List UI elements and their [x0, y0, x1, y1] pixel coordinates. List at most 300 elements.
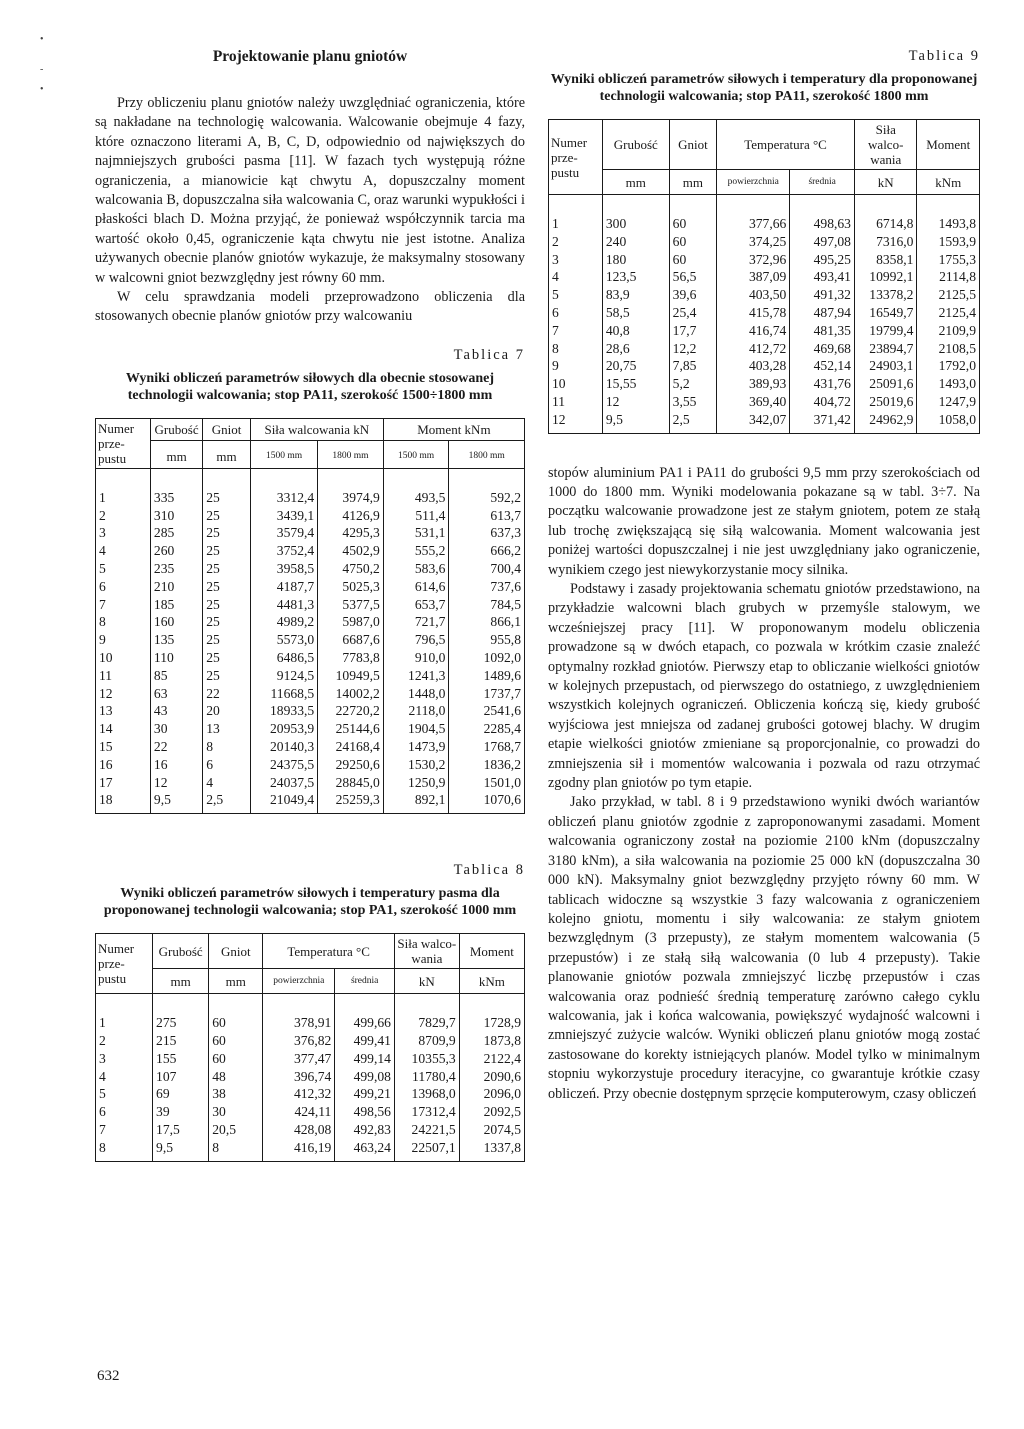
col-header-numer: Numer prze-pustu — [96, 934, 153, 994]
table-cell: 499,66 — [335, 994, 395, 1032]
unit-header: mm — [669, 170, 716, 195]
table-cell: 1904,5 — [383, 720, 449, 738]
table-cell: 653,7 — [383, 596, 449, 614]
table-cell: 9 — [96, 631, 151, 649]
table-cell: 376,82 — [263, 1032, 335, 1050]
table-cell: 7,85 — [669, 357, 716, 375]
table-7 — [95, 418, 525, 814]
table-cell: 25 — [203, 560, 251, 578]
table-cell: 3312,4 — [250, 468, 317, 506]
table-cell: 452,14 — [790, 357, 855, 375]
table-cell: 12,2 — [669, 340, 716, 358]
table-cell: 8709,9 — [394, 1032, 459, 1050]
unit-header: kNm — [459, 969, 524, 994]
table-cell: 16549,7 — [854, 304, 916, 322]
table-cell: 511,4 — [383, 507, 449, 525]
table-cell: 499,14 — [335, 1050, 395, 1068]
unit-header: 1800 mm — [318, 441, 384, 469]
table-cell: 24168,4 — [318, 738, 384, 756]
unit-header: kN — [394, 969, 459, 994]
table-cell: 1250,9 — [383, 774, 449, 792]
table-cell: 18933,5 — [250, 702, 317, 720]
table-row — [96, 468, 525, 506]
table-cell: 260 — [150, 542, 202, 560]
table-cell: 60 — [669, 251, 716, 269]
table-cell: 40,8 — [602, 322, 669, 340]
table-cell: 135 — [150, 631, 202, 649]
table-cell: 6714,8 — [854, 195, 916, 233]
table-cell: 7783,8 — [318, 649, 384, 667]
col-header-grubosc: Grubość — [602, 120, 669, 170]
table-cell: 5 — [96, 560, 151, 578]
table-row — [549, 268, 980, 286]
table-cell: 2074,5 — [459, 1121, 524, 1139]
table-cell: 48 — [209, 1068, 263, 1086]
table-cell: 497,08 — [790, 233, 855, 251]
table-cell: 3752,4 — [250, 542, 317, 560]
table-cell: 310 — [150, 507, 202, 525]
table-cell: 43 — [150, 702, 202, 720]
paragraph: W celu sprawdzania modeli przeprowadzono obliczenia dla stosowanych obecnie planów gniotów przy walcowaniu — [95, 289, 525, 325]
table-cell: 63 — [150, 685, 202, 703]
table-cell: 377,66 — [717, 195, 790, 233]
table-cell: 16 — [96, 756, 151, 774]
table-cell: 180 — [602, 251, 669, 269]
table-cell: 4481,3 — [250, 596, 317, 614]
table-cell: 7 — [96, 596, 151, 614]
table-cell: 10949,5 — [318, 667, 384, 685]
table-cell: 25 — [203, 649, 251, 667]
table-caption: Wyniki obliczeń parametrów siłowych i temperatury pasma dla proponowanej technologii walcowania; stop PA1, szerokość 1000 mm — [103, 886, 517, 919]
table-cell: 110 — [150, 649, 202, 667]
table-cell: 1530,2 — [383, 756, 449, 774]
table-cell: 493,5 — [383, 468, 449, 506]
table-cell: 85 — [150, 667, 202, 685]
table-row — [96, 994, 525, 1032]
table-cell: 12 — [96, 685, 151, 703]
table-cell: 492,83 — [335, 1121, 395, 1139]
table-cell: 335 — [150, 468, 202, 506]
table-cell: 5 — [549, 286, 603, 304]
table-label: Tablica 8 — [453, 862, 525, 879]
table-cell: 1737,7 — [449, 685, 525, 703]
table-cell: 14 — [96, 720, 151, 738]
table-cell: 275 — [153, 994, 209, 1032]
page-heading: Projektowanie planu gniotów — [212, 48, 408, 65]
table-cell: 4750,2 — [318, 560, 384, 578]
table-label: Tablica 7 — [453, 346, 525, 363]
unit-header: powierzchnia — [263, 969, 335, 994]
table-cell: 24903,1 — [854, 357, 916, 375]
table-cell: 1755,3 — [917, 251, 980, 269]
unit-header: mm — [150, 441, 202, 469]
paragraph: Jako przykład, w tabl. 8 i 9 przedstawiono wyniki dwóch wariantów obliczeń planu gniotów zgodnie z zaproponowanymi zasadami. Moment walcowania ograniczony został na poziomie 2100 kNm (dopuszczalny 3180 kNm), a siła walcowania na poziomie 25 000 kN (dopuszczalna 30 000 kN). Maksymalny gniot bezwzględny przyjęto równy 60 mm. W tablicach widoczne są wszystkie 3 fazy walcowania z ograniczeniem kolejno gniotu, momentu i siły walcowania: ze stałym gniotem bezwzględnym (3 przepusty), ze stałym momentem walcowania (5 przepustów) i ze stałą siłą walcowania (0 lub 4 przepusty). Takie planowanie gniotów pozwala zmniejszyć liczbę przepustów i czas walcowania oraz podnieść średnią temperaturę zarówno całego cyklu walcowania, jak i końca walcowania, powiększyć wydajność walcowni i zmniejszyć zużycie walców. Wyniki obliczeń planu gniotów mogą zostać zastosowane do korekty istniejących planów. Model tylko w minimalnym stopniu wykorzystuje procedury iteracyjne, co gwarantuje krótkie czasy obliczeń. Przy obecnie dostępnym sprzęcie komputerowym, czasy obliczeń — [548, 794, 980, 1102]
table-cell: 60 — [669, 195, 716, 233]
table-cell: 5,2 — [669, 375, 716, 393]
table-cell: 11780,4 — [394, 1068, 459, 1086]
table-cell: 6 — [96, 578, 151, 596]
table-cell: 20953,9 — [250, 720, 317, 738]
table-cell: 3579,4 — [250, 524, 317, 542]
table-cell: 1501,0 — [449, 774, 525, 792]
unit-header: mm — [153, 969, 209, 994]
table-cell: 1768,7 — [449, 738, 525, 756]
table-cell: 531,1 — [383, 524, 449, 542]
table-row — [96, 1050, 525, 1068]
table-cell: 25 — [203, 667, 251, 685]
table-cell: 4295,3 — [318, 524, 384, 542]
table-cell: 25 — [203, 542, 251, 560]
table-cell: 16 — [150, 756, 202, 774]
table-cell: 8358,1 — [854, 251, 916, 269]
col-header-moment: Moment — [459, 934, 524, 969]
col-header-gniot: Gniot — [203, 418, 251, 440]
unit-header: mm — [602, 170, 669, 195]
table-cell: 17,5 — [153, 1121, 209, 1139]
table-cell: 25 — [203, 468, 251, 506]
unit-header: 1800 mm — [449, 441, 525, 469]
table-row — [549, 393, 980, 411]
table-cell: 210 — [150, 578, 202, 596]
table-cell: 25 — [203, 578, 251, 596]
table-cell: 24375,5 — [250, 756, 317, 774]
table-cell: 17312,4 — [394, 1103, 459, 1121]
table-body — [96, 468, 525, 813]
table-cell: 24962,9 — [854, 411, 916, 433]
scan-mark: - — [40, 64, 44, 75]
table-cell: 431,76 — [790, 375, 855, 393]
table-cell: 29250,6 — [318, 756, 384, 774]
table-cell: 403,28 — [717, 357, 790, 375]
table-cell: 5987,0 — [318, 613, 384, 631]
table-cell: 2541,6 — [449, 702, 525, 720]
table-cell: 25,4 — [669, 304, 716, 322]
table-row — [549, 411, 980, 433]
table-cell: 592,2 — [449, 468, 525, 506]
table-cell: 3,55 — [669, 393, 716, 411]
table-cell: 495,25 — [790, 251, 855, 269]
table-row — [96, 756, 525, 774]
table-cell: 4502,9 — [318, 542, 384, 560]
table-cell: 215 — [153, 1032, 209, 1050]
table-cell: 60 — [209, 994, 263, 1032]
table-cell: 13 — [203, 720, 251, 738]
table-cell: 666,2 — [449, 542, 525, 560]
table-cell: 2285,4 — [449, 720, 525, 738]
table-row — [96, 631, 525, 649]
table-cell: 3439,1 — [250, 507, 317, 525]
table-cell: 9,5 — [602, 411, 669, 433]
col-header-grubosc: Grubość — [153, 934, 209, 969]
scan-mark: • — [40, 84, 44, 95]
table-cell: 4 — [203, 774, 251, 792]
table-row — [96, 596, 525, 614]
table-cell: 3 — [96, 524, 151, 542]
table-cell: 7829,7 — [394, 994, 459, 1032]
table-cell: 60 — [209, 1050, 263, 1068]
table-cell: 18 — [96, 791, 151, 813]
table-cell: 342,07 — [717, 411, 790, 433]
table-cell: 737,6 — [449, 578, 525, 596]
table-cell: 58,5 — [602, 304, 669, 322]
table-cell: 9124,5 — [250, 667, 317, 685]
table-cell: 11 — [549, 393, 603, 411]
table-cell: 7 — [96, 1121, 153, 1139]
table-cell: 372,96 — [717, 251, 790, 269]
table-cell: 25259,3 — [318, 791, 384, 813]
unit-header: średnia — [335, 969, 395, 994]
table-cell: 25 — [203, 524, 251, 542]
table-cell: 910,0 — [383, 649, 449, 667]
table-row — [96, 613, 525, 631]
table-cell: 487,94 — [790, 304, 855, 322]
table-row — [549, 357, 980, 375]
table-cell: 1 — [96, 994, 153, 1032]
table-cell: 9,5 — [153, 1139, 209, 1161]
table-cell: 7 — [549, 322, 603, 340]
table-cell: 7316,0 — [854, 233, 916, 251]
table-cell: 3 — [96, 1050, 153, 1068]
col-header-numer: Numer prze-pustu — [549, 120, 603, 195]
table-cell: 25 — [203, 613, 251, 631]
table-cell: 21049,4 — [250, 791, 317, 813]
table-cell: 30 — [150, 720, 202, 738]
table-cell: 25 — [203, 631, 251, 649]
table-cell: 416,19 — [263, 1139, 335, 1161]
table-caption: Wyniki obliczeń parametrów siłowych i temperatury dla proponowanej technologii walcowania; stop PA11, szerokość 1800 mm — [550, 72, 978, 104]
col-header-sila: Siła walco-wania — [854, 120, 916, 170]
table-cell: 721,7 — [383, 613, 449, 631]
table-cell: 8 — [549, 340, 603, 358]
paragraph: Przy obliczeniu planu gniotów należy uwzględniać ograniczenia, które są nakładane na technologię walcowania. Walcowanie obejmuje 4 fazy, które oznaczono literami A, B, C, D, odpowiednio od największych do najmniejszych grubości pasma [11]. W fazach tych występują różne ograniczenia, a mianowicie kąt chwytu A, dopuszczalny moment walcowania B, dopuszczalna siła walcowania C, oraz warunki wypukłości i płaskości blach D. Można przyjąć, że ponieważ współczynnik tarcia ma wartość około 0,45, ograniczenie kąta chwytu nie jest istotne. Analiza używanych obecnie planów gniotów wykazuje, że maksymalny stosowany w walcowni gniot bezwzględny jest równy 60 mm. — [95, 95, 525, 286]
table-cell: 412,72 — [717, 340, 790, 358]
table-cell: 796,5 — [383, 631, 449, 649]
table-row — [96, 1103, 525, 1121]
table-body — [549, 195, 980, 434]
unit-header: powierzchnia — [717, 170, 790, 195]
table-cell: 416,74 — [717, 322, 790, 340]
table-cell: 5 — [96, 1085, 153, 1103]
table-row — [549, 233, 980, 251]
table-cell: 235 — [150, 560, 202, 578]
table-cell: 10992,1 — [854, 268, 916, 286]
table-cell: 39 — [153, 1103, 209, 1121]
table-cell: 378,91 — [263, 994, 335, 1032]
table-cell: 583,6 — [383, 560, 449, 578]
table-cell: 2 — [549, 233, 603, 251]
table-cell: 22 — [150, 738, 202, 756]
page-number: 632 — [97, 1368, 120, 1384]
table-cell: 25091,6 — [854, 375, 916, 393]
table-cell: 14002,2 — [318, 685, 384, 703]
table-cell: 892,1 — [383, 791, 449, 813]
table-cell: 8 — [203, 738, 251, 756]
table-cell: 415,78 — [717, 304, 790, 322]
table-caption: Wyniki obliczeń parametrów siłowych dla obecnie stosowanej technologii walcowania; stop PA11, szerokość 1500÷1800 mm — [125, 370, 495, 403]
table-cell: 469,68 — [790, 340, 855, 358]
table-row — [96, 738, 525, 756]
table-cell: 25019,6 — [854, 393, 916, 411]
table-cell: 1058,0 — [917, 411, 980, 433]
table-row — [96, 542, 525, 560]
table-cell: 28,6 — [602, 340, 669, 358]
table-cell: 2,5 — [203, 791, 251, 813]
table-cell: 38 — [209, 1085, 263, 1103]
table-cell: 3974,9 — [318, 468, 384, 506]
table-row — [96, 685, 525, 703]
table-cell: 107 — [153, 1068, 209, 1086]
paragraph: Podstawy i zasady projektowania schematu gniotów przedstawiono, na przykładzie walcowni blach grubych w przemyśle stalowym, we wcześniejszej pracy [11]. W proponowanym modelu obliczenia prowadzone są w dwóch etapach, co pozwala w krótkim czasie znaleźć optymalny rozkład gniotów. Pierwszy etap to obliczanie wielkości gniotów w kolejnych przepustach, od pierwszego do ostatniego, z uwzględnieniem wszystkich kolejnych ograniczeń. Obliczenia kończą się, kiedy grubość wyjściowa jest mniejsza od zadanej grubości gotowej blachy. W drugim etapie wielkości gniotów zmieniane są proporcjonalnie, co prowadzi do zmniejszenia sił i momentów walcowania i pozwala od razu otrzymać zgodny plan gniotów po tym etapie. — [548, 581, 980, 792]
table-cell: 9,5 — [150, 791, 202, 813]
table-row — [549, 195, 980, 233]
table-cell: 185 — [150, 596, 202, 614]
table-row — [96, 667, 525, 685]
table-cell: 11668,5 — [250, 685, 317, 703]
left-column — [95, 48, 525, 1162]
table-cell: 6486,5 — [250, 649, 317, 667]
table-cell: 1092,0 — [449, 649, 525, 667]
table-cell: 12 — [150, 774, 202, 792]
table-row — [96, 1068, 525, 1086]
table-label: Tablica 9 — [908, 48, 980, 64]
col-header-sila: Siła walcowania kN — [250, 418, 383, 440]
table-row — [549, 286, 980, 304]
table-cell: 4187,7 — [250, 578, 317, 596]
col-header-grubosc: Grubość — [150, 418, 202, 440]
table-cell: 12 — [549, 411, 603, 433]
table-cell: 412,32 — [263, 1085, 335, 1103]
table-cell: 1070,6 — [449, 791, 525, 813]
table-cell: 5025,3 — [318, 578, 384, 596]
table-cell: 424,11 — [263, 1103, 335, 1121]
col-header-moment: Moment — [917, 120, 980, 170]
table-cell: 19799,4 — [854, 322, 916, 340]
table-cell: 155 — [153, 1050, 209, 1068]
table-cell: 463,24 — [335, 1139, 395, 1161]
table-cell: 6687,6 — [318, 631, 384, 649]
table-cell: 2 — [96, 507, 151, 525]
table-cell: 123,5 — [602, 268, 669, 286]
scan-mark: • — [40, 34, 44, 45]
table-cell: 12 — [602, 393, 669, 411]
table-cell: 1489,6 — [449, 667, 525, 685]
table-cell: 6 — [549, 304, 603, 322]
table-cell: 1493,0 — [917, 375, 980, 393]
table-cell: 1337,8 — [459, 1139, 524, 1161]
table-cell: 20 — [203, 702, 251, 720]
table-cell: 15,55 — [602, 375, 669, 393]
table-cell: 1241,3 — [383, 667, 449, 685]
table-cell: 60 — [669, 233, 716, 251]
table-cell: 1 — [549, 195, 603, 233]
table-cell: 285 — [150, 524, 202, 542]
table-cell: 493,41 — [790, 268, 855, 286]
table-cell: 5377,5 — [318, 596, 384, 614]
table-row — [96, 1139, 525, 1161]
table-cell: 20,75 — [602, 357, 669, 375]
table-row — [96, 507, 525, 525]
table-cell: 22507,1 — [394, 1139, 459, 1161]
table-row — [549, 304, 980, 322]
table-cell: 10 — [549, 375, 603, 393]
table-row — [96, 1085, 525, 1103]
table-cell: 1473,9 — [383, 738, 449, 756]
table-cell: 2125,4 — [917, 304, 980, 322]
table-row — [549, 251, 980, 269]
table-cell: 4989,2 — [250, 613, 317, 631]
table-cell: 498,56 — [335, 1103, 395, 1121]
table-cell: 13378,2 — [854, 286, 916, 304]
col-header-temperatura: Temperatura °C — [263, 934, 395, 969]
table-cell: 4126,9 — [318, 507, 384, 525]
table-cell: 4 — [96, 542, 151, 560]
table-cell: 24221,5 — [394, 1121, 459, 1139]
table-cell: 1 — [96, 468, 151, 506]
col-header-sila: Siła walco-wania — [394, 934, 459, 969]
table-cell: 1593,9 — [917, 233, 980, 251]
col-header-numer: Numer prze-pustu — [96, 418, 151, 468]
table-row — [96, 560, 525, 578]
table-cell: 22 — [203, 685, 251, 703]
table-row — [96, 524, 525, 542]
table-cell: 377,47 — [263, 1050, 335, 1068]
table-cell: 2125,5 — [917, 286, 980, 304]
table-cell: 428,08 — [263, 1121, 335, 1139]
table-cell: 240 — [602, 233, 669, 251]
table-cell: 404,72 — [790, 393, 855, 411]
table-cell: 1873,8 — [459, 1032, 524, 1050]
table-cell: 24037,5 — [250, 774, 317, 792]
table-cell: 1448,0 — [383, 685, 449, 703]
table-cell: 637,3 — [449, 524, 525, 542]
table-cell: 3 — [549, 251, 603, 269]
unit-header: mm — [203, 441, 251, 469]
table-cell: 8 — [96, 1139, 153, 1161]
col-header-gniot: Gniot — [209, 934, 263, 969]
table-cell: 1728,9 — [459, 994, 524, 1032]
table-cell: 1836,2 — [449, 756, 525, 774]
table-row — [96, 791, 525, 813]
col-header-temperatura: Temperatura °C — [717, 120, 855, 170]
table-cell: 613,7 — [449, 507, 525, 525]
table-cell: 20,5 — [209, 1121, 263, 1139]
table-row — [96, 774, 525, 792]
col-header-gniot: Gniot — [669, 120, 716, 170]
paragraph: stopów aluminium PA1 i PA11 do grubości 9,5 mm przy szerokościach od 1000 do 1800 mm. Wyniki modelowania pokazane są w tabl. 3÷7. Na początku walcowanie prowadzone jest ze stałym gniotem, potem ze stałą lub trochę zwiększającą się siłą walcowania. Moment walcowania jest poniżej wartości dopuszczalnej i nie jest uwzględniany jako ograniczenie, wynikiem czego jest niewykorzystanie mocy silnika. — [548, 464, 980, 578]
table-cell: 1493,8 — [917, 195, 980, 233]
table-cell: 22720,2 — [318, 702, 384, 720]
table-cell: 23894,7 — [854, 340, 916, 358]
table-cell: 498,63 — [790, 195, 855, 233]
table-cell: 60 — [209, 1032, 263, 1050]
table-cell: 2109,9 — [917, 322, 980, 340]
table-cell: 10355,3 — [394, 1050, 459, 1068]
table-cell: 2118,0 — [383, 702, 449, 720]
table-cell: 614,6 — [383, 578, 449, 596]
table-cell: 8 — [209, 1139, 263, 1161]
table-cell: 15 — [96, 738, 151, 756]
table-cell: 160 — [150, 613, 202, 631]
table-cell: 8 — [96, 613, 151, 631]
table-cell: 6 — [96, 1103, 153, 1121]
table-row — [549, 375, 980, 393]
table-cell: 499,08 — [335, 1068, 395, 1086]
table-cell: 555,2 — [383, 542, 449, 560]
table-cell: 25 — [203, 596, 251, 614]
table-row — [96, 720, 525, 738]
table-cell: 1247,9 — [917, 393, 980, 411]
table-cell: 389,93 — [717, 375, 790, 393]
